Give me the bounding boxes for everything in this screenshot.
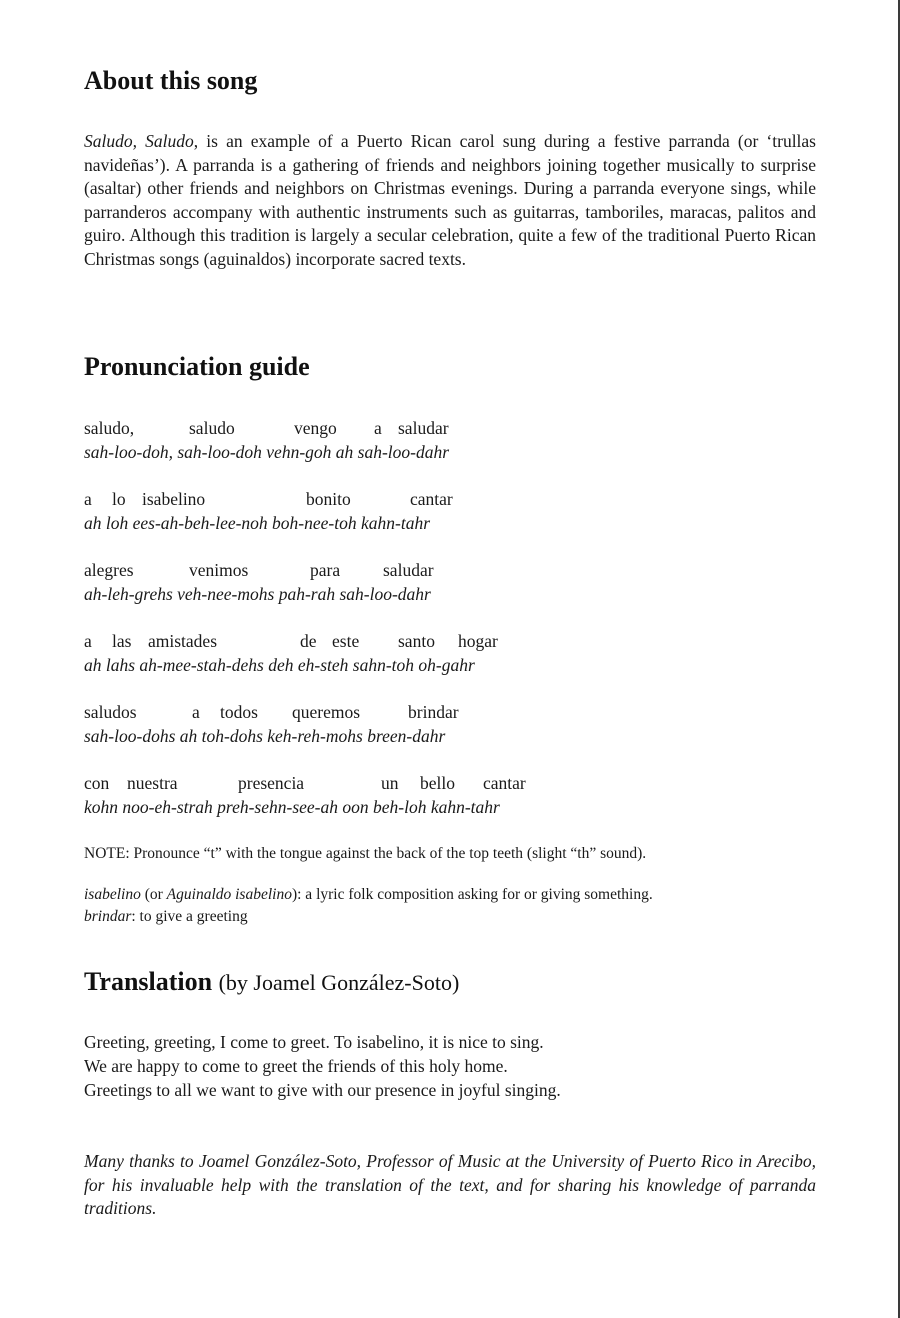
lyric-word: santo [398, 631, 435, 651]
lyric-word: lo [112, 489, 126, 509]
pronunciation-pair [84, 700, 816, 771]
lyric-line [84, 416, 816, 440]
definition-term: brindar [84, 908, 132, 925]
pronunciation-pair [84, 487, 816, 558]
definition-item [84, 906, 653, 928]
phonetic-line: ah lahs ah-mee-stah-dehs deh eh-steh sahn-toh oh-gahr [84, 655, 475, 675]
lyric-word: nuestra [127, 773, 178, 793]
phonetic-line: ah loh ees-ah-beh-lee-noh boh-nee-toh kahn-tahr [84, 513, 431, 533]
definition-text: : to give a greeting [131, 908, 248, 925]
lyric-word: venimos [189, 560, 249, 580]
phonetic-line: ah-leh-grehs veh-nee-mohs pah-rah sah-loo-dahr [84, 584, 431, 604]
translation-heading [84, 967, 459, 998]
about-body: , is an example of a Puerto Rican carol sung during a festive parranda (or ‘trullas navideñas’). A parranda is a gathering of friends and neighbors joining together musically to surprise (asaltar) other friends and neighbors on Christmas evenings. During a parranda everyone sings, while parranderos accompany with authentic instruments such as guitarras, tamboriles, maracas, palitos and guiro. Although this tradition is largely a secular celebration, quite a few of the traditional Puerto Rican Christmas songs (aguinaldos) incorporate sacred texts. [84, 131, 816, 269]
pronunciation-pair [84, 771, 816, 842]
lyric-word: presencia [238, 773, 305, 793]
lyric-word: hogar [458, 631, 498, 651]
translation-title: Translation [84, 967, 213, 996]
lyric-word: con [84, 773, 110, 793]
lyric-word: cantar [483, 773, 526, 793]
translation-line: Greeting, greeting, I come to greet. To isabelino, it is nice to sing. [84, 1032, 544, 1052]
lyric-word: para [310, 560, 341, 580]
definitions [84, 884, 653, 928]
translation-text [84, 1030, 561, 1102]
pronunciation-note: NOTE: Pronounce “t” with the tongue against the back of the top teeth (slight “th” sound). [84, 845, 647, 862]
lyric-word: brindar [408, 702, 459, 722]
lyric-word: bello [420, 773, 455, 793]
lyric-word: queremos [292, 702, 361, 722]
lyric-word: saludar [383, 560, 434, 580]
lyric-word: a [192, 702, 200, 722]
lyric-word: bonito [306, 489, 351, 509]
lyric-word: saludos [84, 702, 137, 722]
definition-alt-term: Aguinaldo isabelino [166, 886, 292, 903]
phonetic-line: kohn noo-eh-strah preh-sehn-see-ah oon beh-loh kahn-tahr [84, 797, 500, 817]
lyric-word: todos [220, 702, 258, 722]
translation-line: We are happy to come to greet the friends of this holy home. [84, 1056, 508, 1076]
lyric-word: vengo [294, 418, 337, 438]
lyric-line [84, 558, 816, 582]
lyric-word: saludo [189, 418, 235, 438]
song-name: Saludo, Saludo [84, 131, 194, 151]
lyric-word: a [84, 631, 92, 651]
definition-item [84, 884, 653, 906]
lyric-word: amistades [148, 631, 218, 651]
lyric-word: las [112, 631, 132, 651]
lyric-line [84, 700, 816, 724]
phonetic-line: sah-loo-doh, sah-loo-doh vehn-goh ah sah-loo-dahr [84, 442, 450, 462]
lyric-word: saludar [398, 418, 449, 438]
translation-line: Greetings to all we want to give with our presence in joyful singing. [84, 1080, 561, 1100]
about-heading: About this song [84, 66, 258, 95]
definition-term: isabelino [84, 886, 141, 903]
pronunciation-pair [84, 416, 816, 487]
lyric-line [84, 771, 816, 795]
lyric-word: saludo, [84, 418, 135, 438]
about-paragraph [84, 130, 816, 271]
pronunciation-pair [84, 558, 816, 629]
definition-text: ): a lyric folk composition asking for or giving something. [291, 886, 653, 903]
translation-credit: (by Joamel González-Soto) [218, 970, 460, 995]
lyric-word: de [300, 631, 317, 651]
definition-alt-prefix: (or [140, 886, 167, 903]
lyric-line [84, 629, 816, 653]
lyric-word: isabelino [142, 489, 206, 509]
lyric-word: a [84, 489, 92, 509]
acknowledgement: Many thanks to Joamel González-Soto, Professor of Music at the University of Puerto Rico in Arecibo, for his invaluable help with the translation of the text, and for sharing his knowledge of parranda traditions. [84, 1151, 816, 1218]
lyric-word: alegres [84, 560, 134, 580]
pronunciation-pairs [84, 416, 816, 842]
lyric-line [84, 487, 816, 511]
lyric-word: a [374, 418, 382, 438]
lyric-word: cantar [410, 489, 453, 509]
phonetic-line: sah-loo-dohs ah toh-dohs keh-reh-mohs breen-dahr [84, 726, 446, 746]
lyric-word: este [332, 631, 360, 651]
pronunciation-pair [84, 629, 816, 700]
pronunciation-heading: Pronunciation guide [84, 352, 310, 381]
lyric-word: un [381, 773, 399, 793]
